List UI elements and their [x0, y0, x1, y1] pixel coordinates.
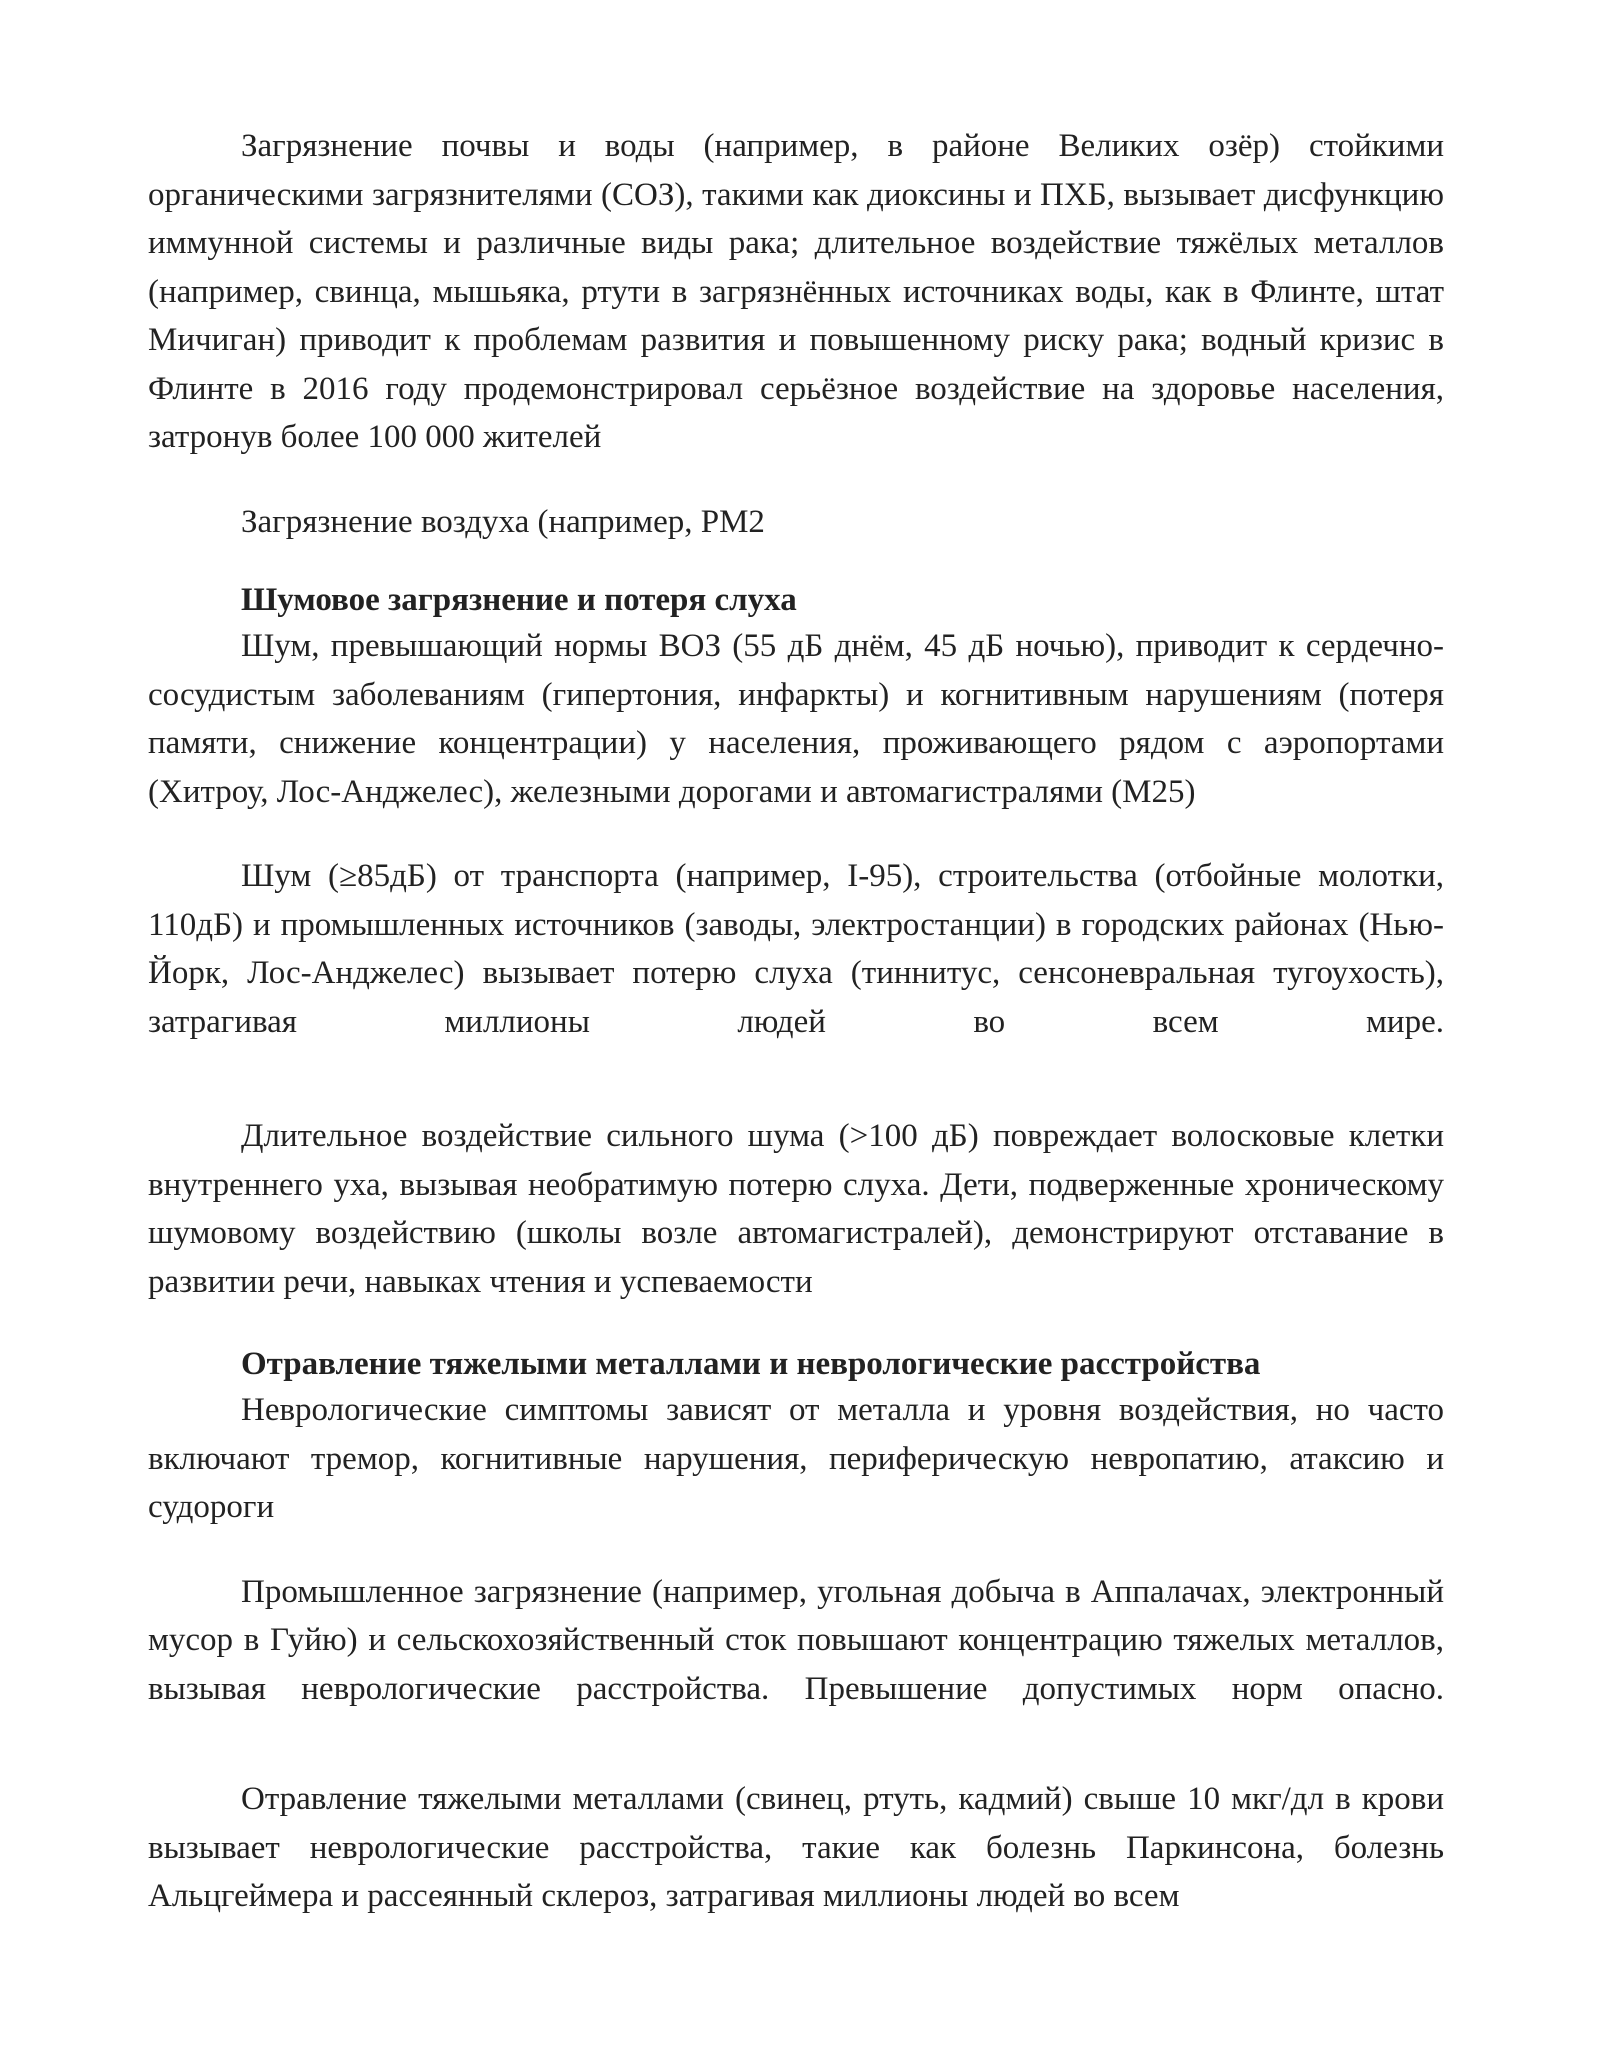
paragraph-spacer: [148, 462, 1444, 498]
paragraph-spacer: [148, 546, 1444, 578]
heading-heavy-metals: Отравление тяжелыми металлами и неврологические расстройства: [241, 1346, 1261, 1382]
paragraph-soil-water-pollution: Загрязнение почвы и воды (например, в районе Великих озёр) стойкими органическими загрязнителями (СОЗ), такими как диоксины и ПХБ, вызывает дисфункцию иммунной системы и различные виды рака; длительное воздействие тяжёлых металлов (например, свинца, мышьяка, ртути в загрязнённых источниках воды, как в Флинте, штат Мичиган) приводит к проблемам развития и повышенному риску рака; водный кризис в Флинте в 2016 году продемонстрировал серьёзное воздействие на здоровье населения, затронув более 100 000 жителей: [148, 128, 1444, 455]
paragraph-industrial-pollution: Промышленное загрязнение (например, угольная добыча в Аппалачах, электронный мусор в Гуйю) и сельскохозяйственный сток повышают концентрацию тяжелых металлов, вызывая неврологические расстройства. Превышение допустимых норм опасно.: [148, 1573, 1444, 1707]
paragraph-heavy-metal-poisoning: Отравление тяжелыми металлами (свинец, ртуть, кадмий) свыше 10 мкг/дл в крови вызывает неврологические расстройства, такие как болезнь Паркинсона, болезнь Альцгеймера и рассеянный склероз, затрагивая миллионы людей во всем: [148, 1781, 1444, 1914]
document-body: [148, 122, 1444, 1921]
paragraph-noise-long-term: Длительное воздействие сильного шума (>100 дБ) повреждает волосковые клетки внутреннего уха, вызывая необратимую потерю слуха. Дети, подверженные хроническому шумовому воздействию (школы возле автомагистралей), демонстрируют отставание в развитии речи, навыках чтения и успеваемости: [148, 1118, 1444, 1300]
paragraph-noise-hearing-loss: Шум (≥85дБ) от транспорта (например, I-95), строительства (отбойные молотки, 110дБ) и промышленных источников (заводы, электростанции) в городских районах (Нью-Йорк, Лос-Анджелес) вызывает потерю слуха (тиннитус, сенсоневральная тугоухость), затрагивая миллионы людей во всем мире.: [148, 858, 1444, 1040]
paragraph-air-pollution: Загрязнение воздуха (например, PM2: [241, 503, 765, 540]
heading-noise-pollution: Шумовое загрязнение и потеря слуха: [241, 582, 797, 618]
paragraph-noise-cardiovascular: Шум, превышающий нормы ВОЗ (55 дБ днём, 45 дБ ночью), приводит к сердечно-сосудистым заболеваниям (гипертония, инфаркты) и когнитивным нарушениям (потеря памяти, снижение концентрации) у населения, проживающего рядом с аэропортами (Хитроу, Лос-Анджелес), железными дорогами и автомагистралями (M25): [148, 628, 1444, 810]
paragraph-spacer: [148, 1046, 1444, 1112]
paragraph-spacer: [148, 1306, 1444, 1342]
paragraph-spacer: [148, 816, 1444, 852]
paragraph-spacer: [148, 1532, 1444, 1568]
paragraph-spacer: [148, 1713, 1444, 1775]
paragraph-neurological-symptoms: Неврологические симптомы зависят от металла и уровня воздействия, но часто включают тремор, когнитивные нарушения, периферическую невропатию, атаксию и судороги: [148, 1392, 1444, 1525]
